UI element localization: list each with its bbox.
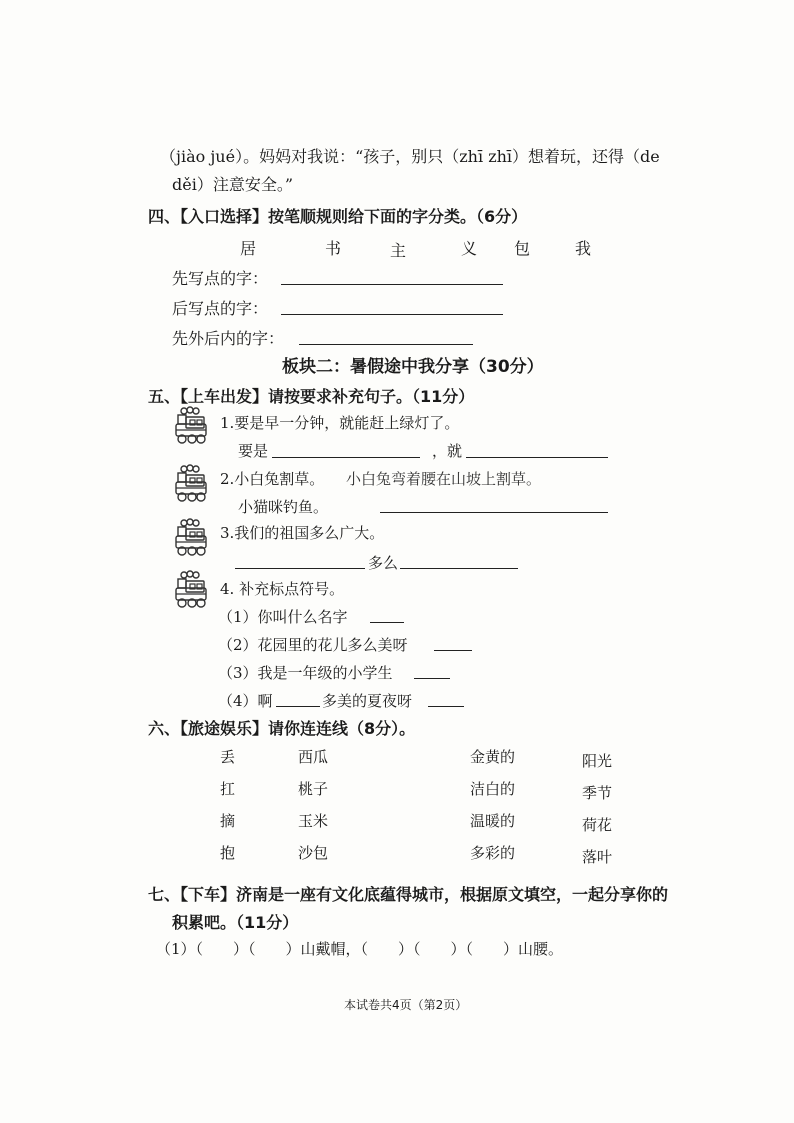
answer-line[interactable] — [370, 622, 404, 623]
matching-object[interactable]: 阳光 — [582, 752, 613, 770]
answer-line[interactable] — [281, 284, 503, 285]
q4-item: （4）啊 — [218, 692, 273, 710]
q1-pattern-a: 要是 — [238, 442, 269, 460]
matching-adjective[interactable]: 多彩的 — [470, 844, 516, 862]
q4-item: （1）你叫什么名字 — [218, 608, 348, 626]
answer-line[interactable] — [299, 344, 473, 345]
matching-noun[interactable]: 桃子 — [298, 780, 329, 798]
section4-char: 义 — [461, 239, 478, 258]
q3-pattern: 多么 — [368, 554, 399, 572]
q3-text: 3.我们的祖国多么广大。 — [220, 524, 385, 542]
matching-adjective[interactable]: 洁白的 — [470, 780, 516, 798]
answer-line[interactable] — [380, 512, 608, 513]
q2-example: 小白兔弯着腰在山坡上割草。 — [346, 470, 542, 488]
answer-line[interactable] — [414, 678, 450, 679]
q2-text: 2.小白兔割草。 — [220, 470, 325, 488]
section4-title: 四、【入口选择】按笔顺规则给下面的字分类。（6分） — [148, 207, 528, 226]
matching-noun[interactable]: 玉米 — [298, 812, 329, 830]
section4-char: 书 — [325, 239, 342, 258]
matching-object[interactable]: 季节 — [582, 784, 613, 802]
answer-line[interactable] — [428, 706, 464, 707]
answer-line[interactable] — [235, 568, 365, 569]
continued-text-line1: （jiào jué）。妈妈对我说：“孩子，别只（zhī zhī）想着玩，还得（de — [160, 147, 660, 166]
continued-text-line2: děi）注意安全。” — [172, 175, 294, 194]
block2-title: 板块二：暑假途中我分享（30分） — [282, 357, 544, 377]
q4-item: （3）我是一年级的小学生 — [218, 664, 393, 682]
q4-item: 多美的夏夜呀 — [322, 692, 413, 710]
page-footer: 本试卷共4页（第2页） — [344, 998, 468, 1012]
section4-label-first-dot: 先写点的字： — [172, 269, 269, 288]
answer-line[interactable] — [281, 314, 503, 315]
answer-line[interactable] — [466, 457, 608, 458]
matching-object[interactable]: 荷花 — [582, 816, 613, 834]
q1-text: 1.要是早一分钟，就能赶上绿灯了。 — [220, 414, 460, 432]
section4-char: 居 — [240, 239, 257, 258]
train-icon — [170, 464, 210, 504]
section7-title-line1: 七、【下车】济南是一座有文化底蕴得城市，根据原文填空，一起分享你的 — [148, 885, 669, 904]
matching-verb[interactable]: 摘 — [220, 812, 236, 830]
section4-char: 主 — [390, 241, 407, 260]
train-icon — [170, 406, 210, 446]
section4-char: 我 — [575, 239, 592, 258]
matching-adjective[interactable]: 金黄的 — [470, 748, 516, 766]
matching-adjective[interactable]: 温暖的 — [470, 812, 516, 830]
train-icon — [170, 518, 210, 558]
answer-line[interactable] — [434, 650, 472, 651]
matching-verb[interactable]: 扛 — [220, 780, 236, 798]
section7-q1: （1）（ ）（ ）山戴帽，（ ）（ ）（ ）山腰。 — [156, 940, 564, 958]
section5-title: 五、【上车出发】请按要求补充句子。（11分） — [148, 387, 475, 406]
q1-pattern-b: ，就 — [432, 442, 463, 460]
answer-line[interactable] — [400, 568, 518, 569]
section6-title: 六、【旅途娱乐】请你连连线（8分）。 — [148, 719, 416, 738]
section4-label-last-dot: 后写点的字： — [172, 299, 269, 318]
answer-line[interactable] — [276, 706, 320, 707]
q2-prompt: 小猫咪钓鱼。 — [238, 498, 329, 516]
matching-object[interactable]: 落叶 — [582, 848, 613, 866]
answer-line[interactable] — [272, 457, 420, 458]
matching-noun[interactable]: 西瓜 — [298, 748, 329, 766]
section4-label-outside-inside: 先外后内的字： — [172, 329, 285, 348]
q4-text: 4. 补充标点符号。 — [220, 580, 345, 598]
train-icon — [170, 570, 210, 610]
matching-verb[interactable]: 抱 — [220, 844, 236, 862]
matching-verb[interactable]: 丢 — [220, 748, 236, 766]
section4-char: 包 — [514, 239, 531, 258]
section7-title-line2: 积累吧。（11分） — [172, 913, 299, 932]
q4-item: （2）花园里的花儿多么美呀 — [218, 636, 408, 654]
matching-noun[interactable]: 沙包 — [298, 844, 329, 862]
